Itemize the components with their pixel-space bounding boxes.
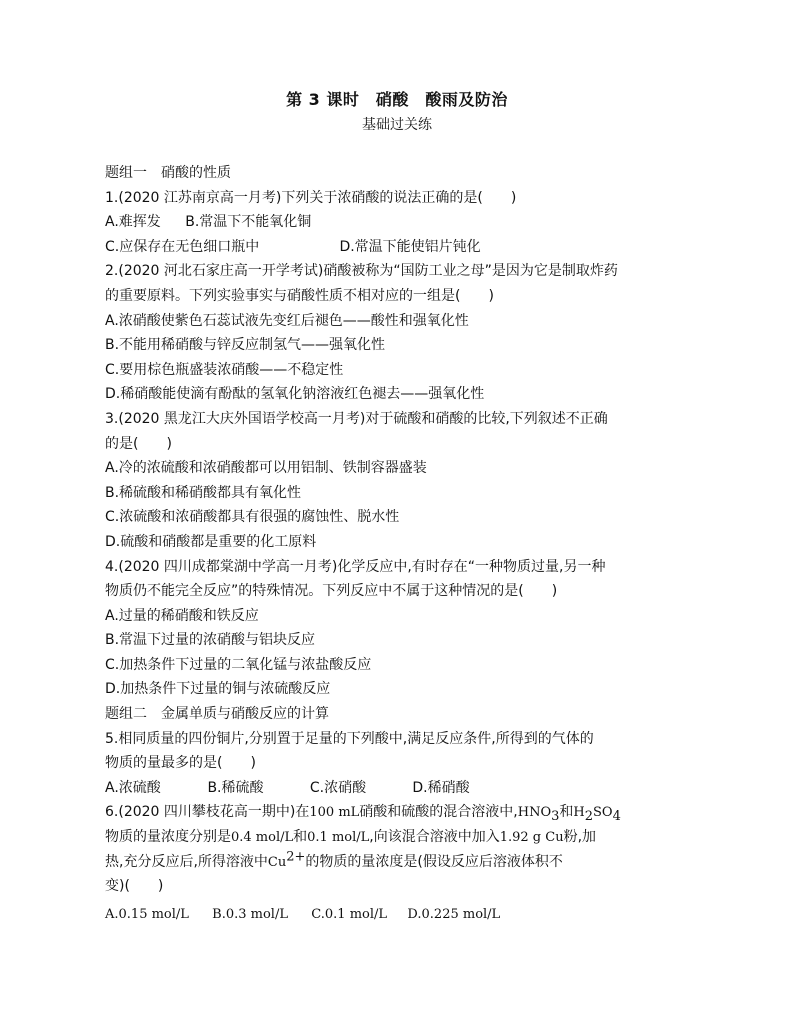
option-d: D.稀硝酸能使滴有酚酞的氢氧化钠溶液红色褪去——强氧化性 bbox=[105, 386, 485, 403]
option-a: A.浓硝酸使紫色石蕊试液先变红后褪色——酸性和强氧化性 bbox=[105, 312, 469, 329]
group-heading-2: 题组二 金属单质与硝酸反应的计算 bbox=[105, 706, 329, 723]
question-5-options bbox=[105, 776, 705, 801]
option-d: D.硫酸和硝酸都是重要的化工原料 bbox=[105, 533, 317, 550]
question-5-stem-line1: 5.相同质量的四份铜片,分别置于足量的下列酸中,满足反应条件,所得到的气体的 bbox=[105, 730, 594, 747]
question-2-stem-line2: 的重要原料。下列实验事实与硝酸性质不相对应的一组是( ) bbox=[105, 287, 494, 304]
question-1-options-ab bbox=[105, 210, 705, 235]
option-d: D.加热条件下过量的铜与浓硫酸反应 bbox=[105, 681, 331, 698]
question-6-stem-line1: 6.(2020 四川攀枝花高一期中)在100 mL硝酸和硫酸的混合溶液中$,HNO_3$和$H_2SO_4$ bbox=[105, 804, 621, 825]
option-b: B.0.3 mol/L bbox=[212, 906, 288, 922]
option-b: B.常温下过量的浓硝酸与铝块反应 bbox=[105, 632, 316, 649]
question-4-stem-line1: 4.(2020 四川成都棠湖中学高一月考)化学反应中,有时存在“一种物质过量,另一种 bbox=[105, 558, 606, 575]
question-6-stem-line3: 热,充分反应后,所得溶液中$Cu^{2+}$的物质的量浓度是(假设反应后溶液体积不 bbox=[105, 848, 563, 870]
option-a: A.难挥发 bbox=[105, 214, 161, 231]
option-b: B.稀硫酸和稀硝酸都具有氧化性 bbox=[105, 484, 302, 501]
question-4-stem-line2: 物质仍不能完全反应”的特殊情况。下列反应中不属于这种情况的是( ) bbox=[105, 583, 558, 600]
option-c: C.应保存在无色细口瓶中 bbox=[105, 238, 260, 255]
option-c: C.浓硝酸 bbox=[309, 779, 367, 796]
question-2-stem-line1: 2.(2020 河北石家庄高一开学考试)硝酸被称为“国防工业之母”是因为它是制取炸药 bbox=[105, 263, 618, 280]
option-a: A.浓硫酸 bbox=[105, 779, 161, 796]
group-heading-1: 题组一 硝酸的性质 bbox=[105, 165, 231, 181]
question-6-stem-line2: 物质的量浓度分别是0.4 mol/L和0.1 mol/L,向该混合溶液中加入1.92 g Cu粉,加 bbox=[105, 829, 597, 846]
exercise-content bbox=[105, 161, 705, 927]
option-c: C.要用棕色瓶盛装浓硝酸——不稳定性 bbox=[105, 361, 344, 378]
option-b: B.稀硫酸 bbox=[207, 779, 264, 796]
option-c: C.0.1 mol/L bbox=[311, 906, 388, 922]
option-d: D.常温下能使铝片钝化 bbox=[339, 238, 481, 255]
section-subtitle: 基础过关练 bbox=[362, 117, 432, 133]
question-6-stem-line4: 变)( ) bbox=[105, 878, 164, 895]
option-d: D.稀硝酸 bbox=[412, 779, 470, 796]
lesson-title: 第 3 课时 硝酸 酸雨及防治 bbox=[286, 90, 508, 109]
question-5-stem-line2: 物质的量最多的是( ) bbox=[105, 755, 256, 772]
option-b: B.常温下不能氧化铜 bbox=[185, 214, 312, 231]
question-6-options bbox=[105, 903, 705, 928]
option-b: B.不能用稀硝酸与锌反应制氢气——强氧化性 bbox=[105, 337, 386, 354]
option-a: A.冷的浓硫酸和浓硝酸都可以用铝制、铁制容器盛装 bbox=[105, 460, 427, 477]
option-c: C.浓硫酸和浓硝酸都具有很强的腐蚀性、脱水性 bbox=[105, 509, 400, 526]
question-3-stem-line2: 的是( ) bbox=[105, 435, 172, 452]
question-3-stem-line1: 3.(2020 黑龙江大庆外国语学校高一月考)对于硫酸和硝酸的比较,下列叙述不正确 bbox=[105, 410, 608, 427]
option-a: A.过量的稀硝酸和铁反应 bbox=[105, 607, 259, 624]
option-d: D.0.225 mol/L bbox=[407, 906, 501, 922]
option-c: C.加热条件下过量的二氧化锰与浓盐酸反应 bbox=[105, 656, 372, 673]
question-1-options-cd bbox=[105, 235, 705, 260]
question-1-stem: 1.(2020 江苏南京高一月考)下列关于浓硝酸的说法正确的是( ) bbox=[105, 189, 517, 206]
option-a: A.0.15 mol/L bbox=[105, 906, 189, 922]
